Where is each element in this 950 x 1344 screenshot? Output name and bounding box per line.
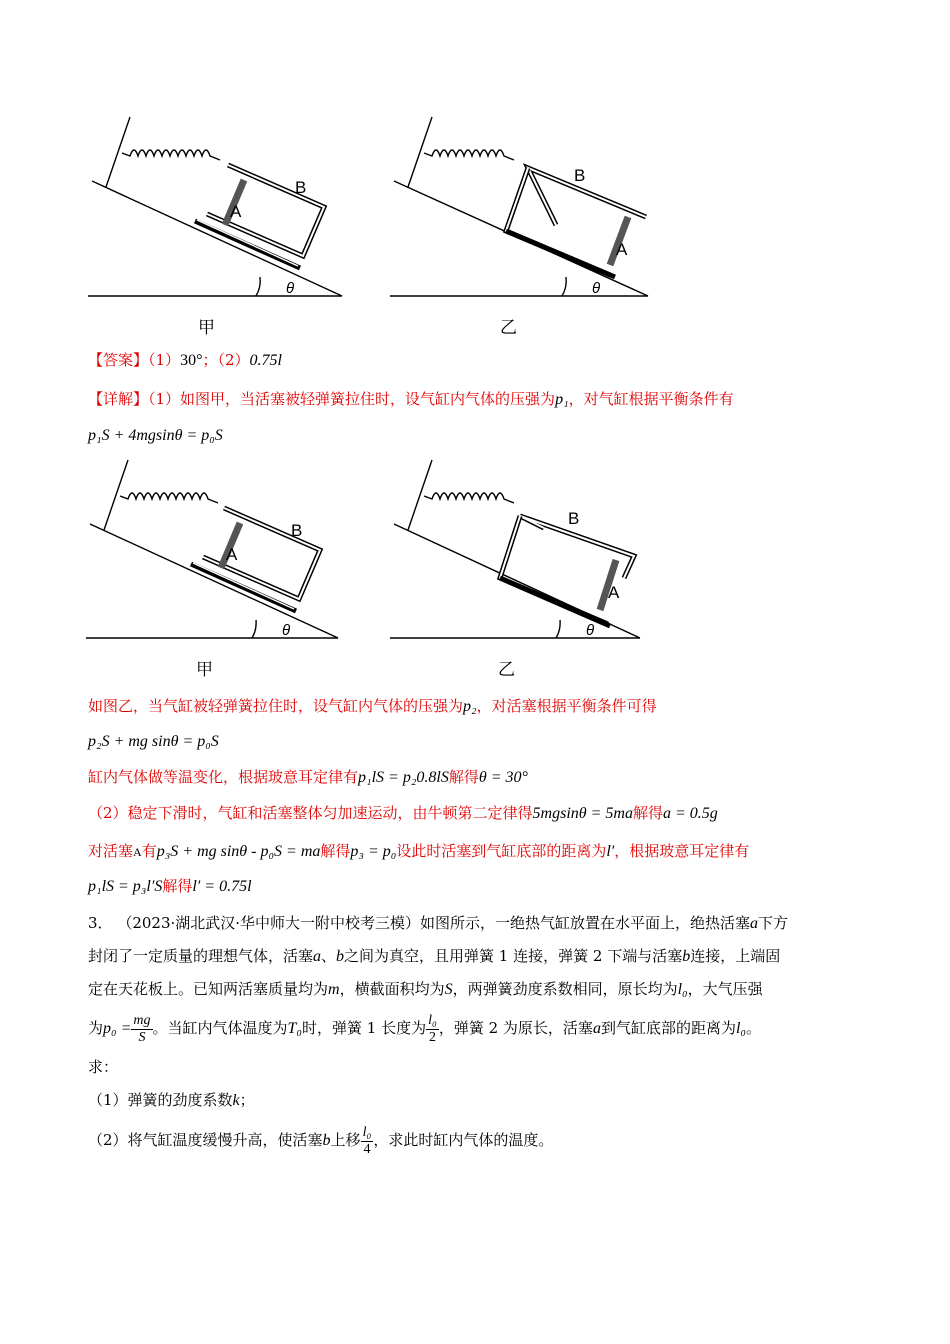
equation-6-result: l′ = 0.75l <box>192 878 252 895</box>
caption-jia-2: 甲 <box>196 660 213 680</box>
equation-2: p₂S + mg sinθ = p₀S <box>88 733 219 750</box>
problem-text-2e: 连接，上端固 <box>690 947 781 965</box>
label-A-yi: A <box>616 240 628 259</box>
label-B-yi-2: B <box>568 509 580 528</box>
answer-value-2: 0.75l <box>249 352 282 369</box>
fraction-den: S <box>138 1029 146 1045</box>
equation-4-result: a = 0.5g <box>663 805 718 822</box>
question-2-end: ，求此时缸内气体的温度。 <box>373 1131 554 1149</box>
caption-jia-1: 甲 <box>198 318 215 338</box>
fraction-l0-over-4 <box>361 1125 374 1158</box>
fraction-den: 2 <box>428 1029 436 1045</box>
fraction-den: 4 <box>363 1141 371 1157</box>
solution-line-6 <box>88 875 252 898</box>
problem-line-1 <box>88 907 858 940</box>
text-line5c: 解得 <box>320 842 351 860</box>
math-l0: l₀ <box>677 981 688 998</box>
text-line3a: 缸内气体做等温变化，根据玻意耳定律有 <box>88 768 359 786</box>
label-A-jia: A <box>230 202 242 221</box>
question-2 <box>88 1117 858 1164</box>
equation-6: p₁lS = p₃l′S <box>88 878 163 895</box>
math-T0: T₀ <box>287 1020 302 1037</box>
math-k: k <box>232 1092 240 1109</box>
problem-text-4: 为 <box>88 1019 104 1037</box>
problem-text-3: 定在天花板上。已知两活塞质量均为 <box>88 980 329 998</box>
text-line5e: ，根据玻意耳定律有 <box>614 842 750 860</box>
problem-text-1: （2023·湖北武汉·华中师大一附中校考三模）如图所示，一绝热气缸放置在水平面上，绝热活塞 <box>117 914 751 932</box>
equation-5: p₃S + mg sinθ - p₀S = ma <box>156 843 321 860</box>
problem-text-1b: 下方 <box>758 914 789 932</box>
fraction-l0-over-2 <box>426 1013 439 1046</box>
math-b-3: b <box>322 1132 331 1149</box>
problem-text-2: 封闭了一定质量的理想气体，活塞 <box>88 947 314 965</box>
angle-theta-jia: θ <box>286 280 295 297</box>
text-line3b: 解得 <box>448 768 479 786</box>
text-line4a: （2）稳定下滑时，气缸和活塞整体匀加速运动，由牛顿第二定律得 <box>88 804 533 822</box>
fraction-num: mg <box>133 1012 151 1028</box>
angle-theta-yi: θ <box>592 280 601 297</box>
label-B-jia-2: B <box>291 521 303 540</box>
label-B-yi: B <box>574 166 586 185</box>
detail-tag: 【详解】 <box>88 390 149 408</box>
diagram-yi <box>390 117 648 296</box>
detail-text: （1）如图甲，当活塞被轻弹簧拉住时，设气缸内气体的压强为 <box>148 390 556 408</box>
label-A-yi-2: A <box>608 583 620 602</box>
problem-text-4e: 到气缸底部的距离为 <box>600 1019 736 1037</box>
detail-text2: ，对气缸根据平衡条件有 <box>568 390 734 408</box>
problem-line-2 <box>88 940 858 973</box>
equation-3-result: θ = 30° <box>478 769 528 786</box>
answer-part1: （1） <box>148 351 181 369</box>
problem-text-4f: 。 <box>745 1019 761 1037</box>
detail-p1: p₁ <box>555 391 569 408</box>
problem-text-3c: ，两弹簧劲度系数相同，原长均为 <box>452 980 678 998</box>
answer-line <box>88 349 282 372</box>
question-2-text-b: 上移 <box>330 1131 361 1149</box>
problem-sep: 、 <box>321 947 337 965</box>
problem-ask: 求： <box>88 1058 119 1076</box>
text-line1a: 如图乙，当气缸被轻弹簧拉住时，设气缸内气体的压强为 <box>88 697 464 715</box>
problem-text-3b: ，横截面积均为 <box>339 980 445 998</box>
equation-5-result: p₃ = p₀ <box>350 843 397 860</box>
answer-tag: 【答案】 <box>88 351 149 369</box>
detail-line <box>88 388 734 411</box>
question-1-text: （1）弹簧的劲度系数 <box>88 1091 233 1109</box>
figure-2 <box>78 456 678 686</box>
figure-1 <box>80 105 680 345</box>
solution-line-4 <box>88 802 718 825</box>
caption-yi-2: 乙 <box>498 660 515 680</box>
label-B-jia: B <box>295 178 307 197</box>
math-a-2: a <box>313 948 322 965</box>
text-line5d: 设此时活塞到气缸底部的距离为 <box>396 842 607 860</box>
answer-value-1: 30° <box>180 352 203 369</box>
problem-text-3d: ，大气压强 <box>687 980 763 998</box>
math-b-2: b <box>682 948 691 965</box>
answer-sep: ；（2） <box>202 351 250 369</box>
text-line5b: 有 <box>141 842 157 860</box>
question-1 <box>88 1084 858 1117</box>
diagram-jia-2 <box>86 460 338 638</box>
problem-text-4c: 时，弹簧 1 长度为 <box>301 1019 427 1037</box>
problem-text-2c: 之间为真空，且用弹簧 1 连接，弹簧 2 下端与活塞 <box>344 947 683 965</box>
math-p0: p₀ = <box>103 1020 132 1037</box>
text-line6b: 解得 <box>162 877 193 895</box>
math-l0-2: l₀ <box>735 1020 746 1037</box>
text-line1b: ，对活塞根据平衡条件可得 <box>476 697 657 715</box>
problem-line-4 <box>88 1006 858 1051</box>
diagram-jia <box>88 117 342 296</box>
problem-text-4d: ，弹簧 2 为原长，活塞 <box>438 1019 593 1037</box>
problem-3 <box>88 907 858 1164</box>
problem-number: 3． <box>88 914 113 932</box>
solution-line-5 <box>88 840 749 863</box>
text-piston-A: A <box>133 845 142 859</box>
angle-theta-jia-2: θ <box>282 622 291 639</box>
equation-4: 5mgsinθ = 5ma <box>532 805 633 822</box>
text-line5a: 对活塞 <box>88 842 134 860</box>
math-a-3: a <box>592 1020 601 1037</box>
math-a: a <box>750 915 759 932</box>
problem-text-4b: 。当缸内气体温度为 <box>152 1019 288 1037</box>
math-l-prime: l′ <box>606 843 615 860</box>
text-line4b: 解得 <box>632 804 663 822</box>
diagram-yi-2 <box>390 460 640 638</box>
solution-line-3 <box>88 766 528 789</box>
fraction-mg-over-S <box>131 1013 152 1046</box>
math-b: b <box>336 948 345 965</box>
equation-1: p₁S + 4mgsinθ = p₀S <box>88 427 223 444</box>
math-p2: p₂ <box>463 698 477 715</box>
fraction-num: l₀ <box>362 1124 372 1140</box>
label-A-jia-2: A <box>226 545 238 564</box>
math-m: m <box>328 981 340 998</box>
question-1-end: ； <box>239 1091 255 1109</box>
question-2-text: （2）将气缸温度缓慢升高，使活塞 <box>88 1131 323 1149</box>
math-S: S <box>444 981 453 998</box>
problem-line-3 <box>88 973 858 1006</box>
solution-line-1 <box>88 695 657 718</box>
fraction-num: l₀ <box>428 1012 437 1028</box>
equation-3: p₁lS = p₂0.8lS <box>358 769 449 786</box>
angle-theta-yi-2: θ <box>586 622 595 639</box>
caption-yi-1: 乙 <box>500 318 517 338</box>
